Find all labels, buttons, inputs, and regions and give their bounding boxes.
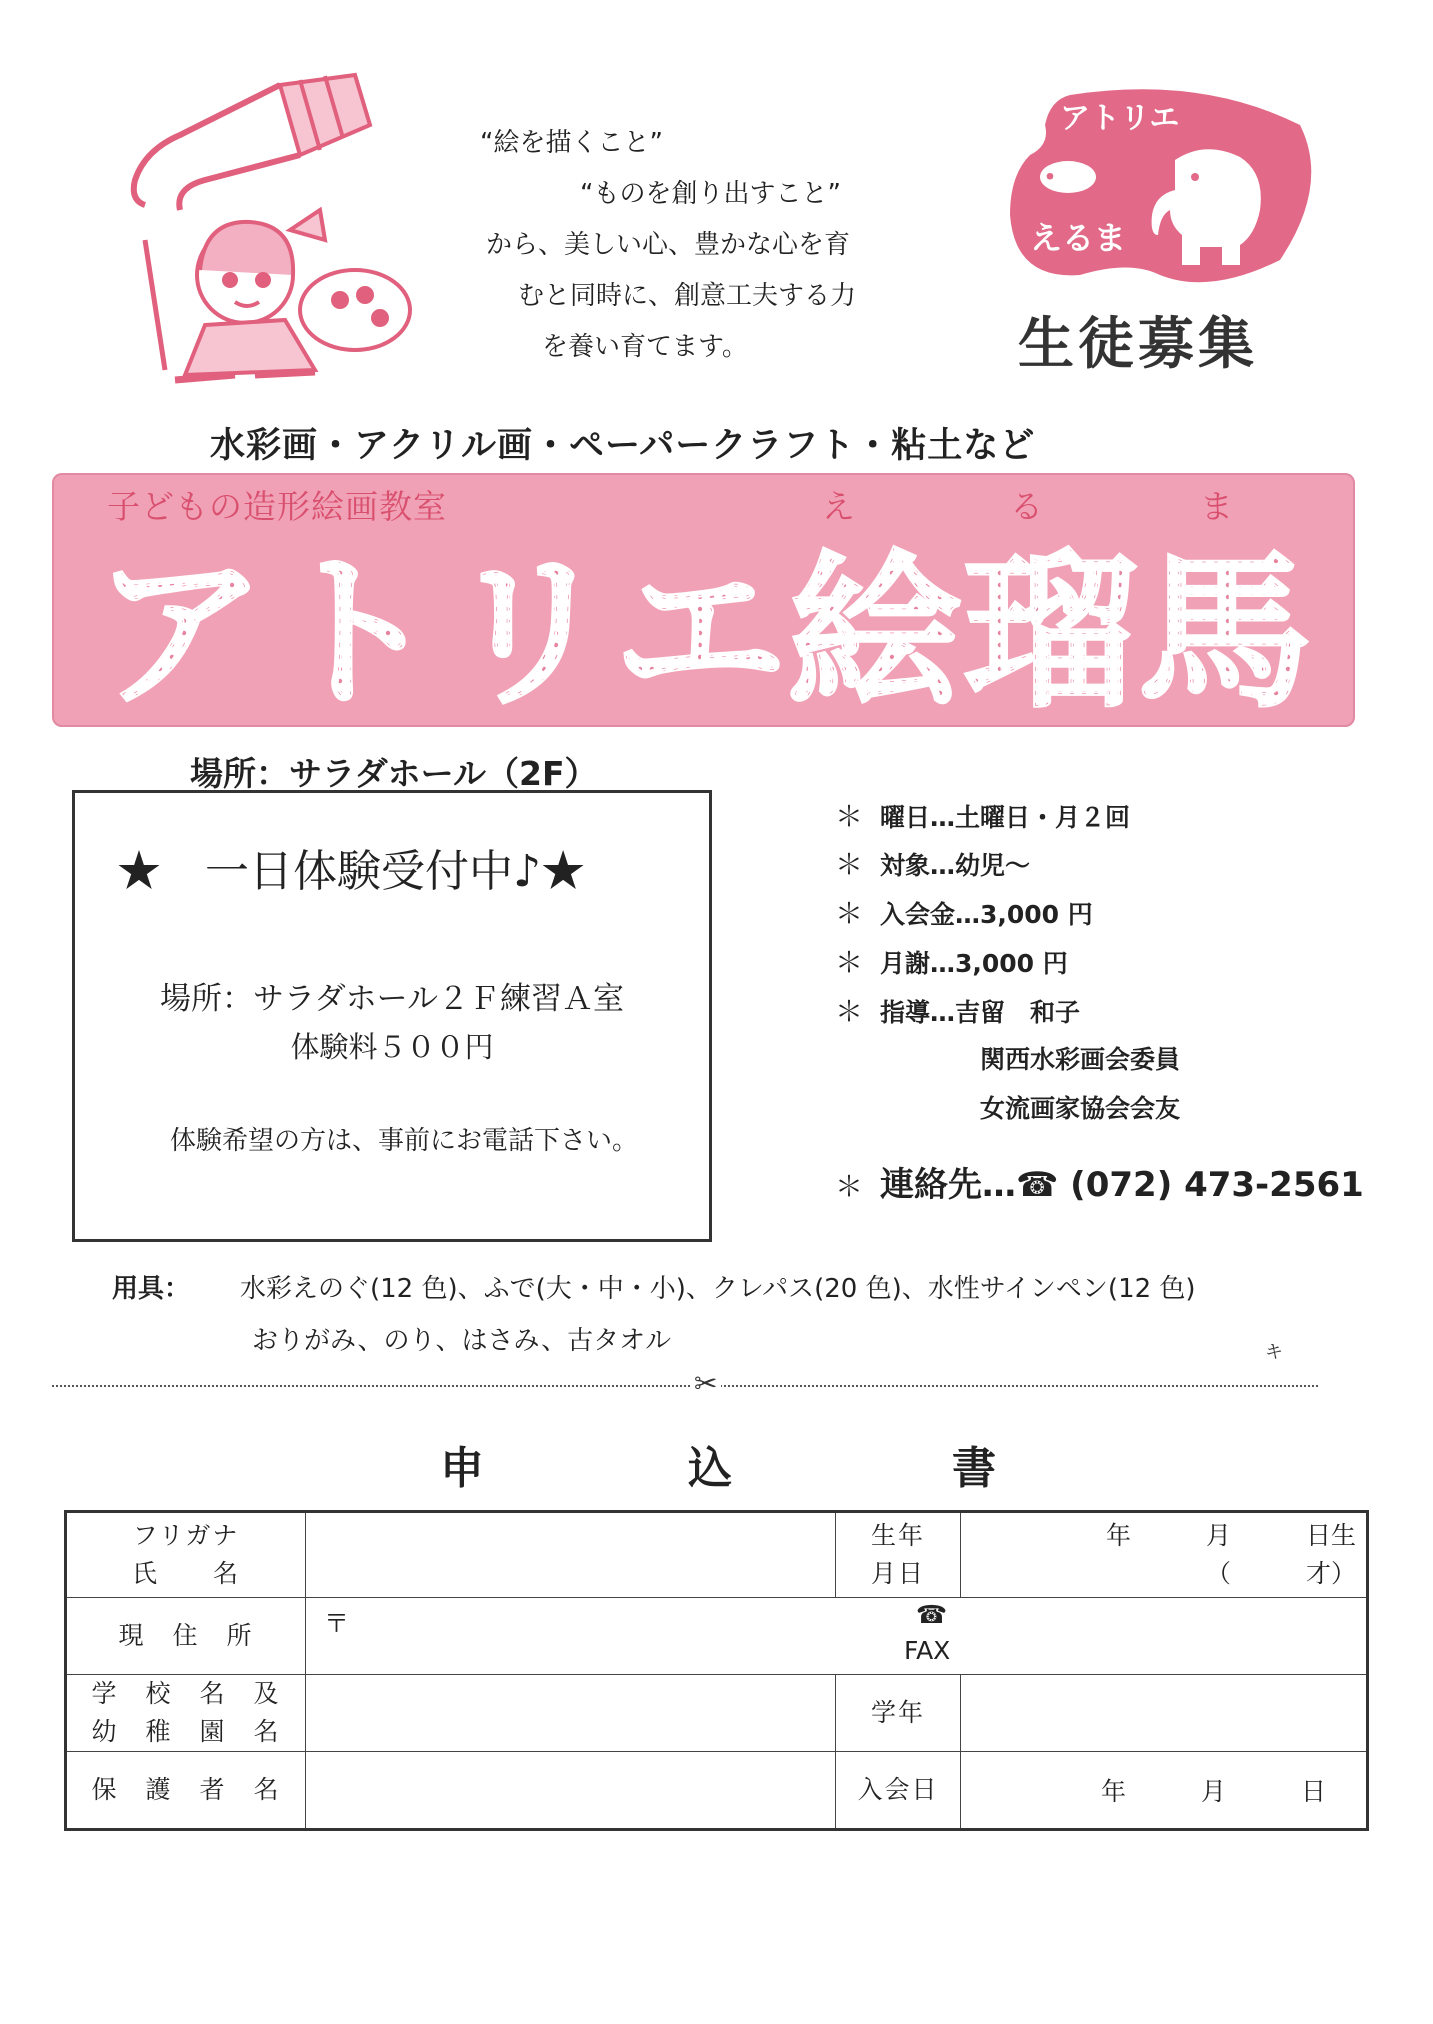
trial-box bbox=[72, 790, 712, 1242]
bullet: ＊ bbox=[835, 897, 864, 930]
join-date-field[interactable]: 年 月 日 bbox=[961, 1752, 1368, 1830]
tagline-line: “ものを創り出すこと” bbox=[580, 179, 841, 209]
atelier-logo bbox=[1010, 85, 1320, 285]
cut-line bbox=[52, 1385, 1318, 1387]
form-title bbox=[0, 1432, 1433, 1492]
contact-row bbox=[835, 1157, 1364, 1206]
banner-ruby: え bbox=[822, 487, 855, 526]
trial-place: 場所：サラダホール２Ｆ練習Ａ室 bbox=[159, 981, 625, 1017]
banner-subtitle: 子どもの造形絵画教室 bbox=[107, 487, 447, 526]
recruit-heading: 生徒募集 bbox=[1018, 312, 1258, 377]
age-field: （ 才） bbox=[1205, 1559, 1356, 1588]
scissors-icon: ✂ bbox=[690, 1367, 721, 1400]
banner-ruby: ま bbox=[1200, 487, 1233, 526]
tagline-line: から、美しい心、豊かな心を育 bbox=[486, 230, 851, 260]
fax-label: FAX bbox=[904, 1636, 951, 1665]
detail-text: 曜日…土曜日・月２回 bbox=[880, 803, 1131, 832]
banner-title: アトリエ絵瑠馬 bbox=[92, 535, 1312, 721]
school-banner bbox=[52, 473, 1355, 727]
detail-text: 月謝…3,000 円 bbox=[880, 949, 1068, 978]
detail-text: 指導…吉留 和子 bbox=[880, 998, 1081, 1027]
address-field[interactable] bbox=[306, 1598, 1368, 1675]
instructor-title: 女流画家協会会友 bbox=[980, 1094, 1181, 1123]
bullet: ＊ bbox=[835, 848, 864, 881]
detail-row bbox=[835, 795, 1130, 835]
banner-title-art bbox=[82, 531, 1322, 721]
logo-dot: ・ bbox=[1035, 161, 1065, 196]
school-label: 幼 稚 園 名 bbox=[91, 1717, 281, 1746]
bullet: ＊ bbox=[835, 1170, 864, 1203]
logo-line-1: アトリエ bbox=[1060, 101, 1180, 136]
form-row-guardian bbox=[66, 1752, 1368, 1830]
furigana-label: フリガナ bbox=[132, 1521, 240, 1550]
detail-row bbox=[835, 843, 1030, 883]
tagline-line: “絵を描くこと” bbox=[480, 128, 663, 158]
birth-ymd: 年 月 日生 bbox=[1105, 1521, 1356, 1550]
postal-mark: 〒 bbox=[324, 1609, 350, 1638]
logo-line-2: えるま bbox=[1030, 219, 1127, 257]
supplies-line: 水彩えのぐ(12 色)、ふで(大・中・小)、クレパス(20 色)、水性サインペン(12 色) bbox=[240, 1274, 1196, 1304]
trial-fee: 体験料５００円 bbox=[290, 1030, 494, 1064]
supplies-label: 用具： bbox=[112, 1274, 191, 1304]
application-form bbox=[64, 1510, 1369, 1831]
phone-icon: ☎ bbox=[916, 1600, 948, 1629]
form-row-school bbox=[66, 1675, 1368, 1752]
birthdate-field[interactable] bbox=[961, 1512, 1368, 1598]
supplies bbox=[112, 1268, 1312, 1368]
bullet: ＊ bbox=[835, 995, 864, 1028]
name-label-cell bbox=[66, 1512, 306, 1598]
tagline bbox=[470, 118, 930, 373]
name-field[interactable] bbox=[306, 1512, 836, 1598]
birth-label: 月日 bbox=[870, 1559, 925, 1588]
birth-label: 生年 bbox=[870, 1521, 925, 1550]
cut-mark: キ bbox=[1265, 1342, 1283, 1363]
banner-ruby: る bbox=[1010, 487, 1043, 526]
grade-field[interactable] bbox=[961, 1675, 1368, 1752]
address-label: 現 住 所 bbox=[66, 1598, 306, 1675]
contact-phone: 連絡先…☎ (072) 473-2561 bbox=[880, 1165, 1364, 1205]
trial-note: 体験希望の方は、事前にお電話下さい。 bbox=[170, 1126, 639, 1156]
form-row-name bbox=[66, 1512, 1368, 1598]
school-field[interactable] bbox=[306, 1675, 836, 1752]
mediums-list: 水彩画・アクリル画・ペーパークラフト・粘土など bbox=[210, 426, 1036, 466]
detail-text: 入会金…3,000 円 bbox=[880, 900, 1093, 929]
trial-heading: ★ 一日体験受付中♪★ bbox=[117, 846, 586, 897]
bullet: ＊ bbox=[835, 800, 864, 833]
join-date-label: 入会日 bbox=[836, 1752, 961, 1830]
detail-row bbox=[835, 941, 1068, 981]
guardian-field[interactable] bbox=[306, 1752, 836, 1830]
tagline-line: むと同時に、創意工夫する力 bbox=[518, 281, 857, 311]
child-painter-illustration bbox=[85, 70, 425, 400]
detail-row bbox=[835, 990, 1080, 1030]
bullet: ＊ bbox=[835, 946, 864, 979]
birth-label-cell bbox=[836, 1512, 961, 1598]
form-title-char: 込 bbox=[688, 1443, 732, 1494]
detail-row bbox=[835, 892, 1093, 932]
venue: 場所：サラダホール（2F） bbox=[190, 754, 598, 793]
instructor-title: 関西水彩画会委員 bbox=[980, 1045, 1181, 1074]
supplies-line: おりがみ、のり、はさみ、古タオル bbox=[252, 1326, 672, 1356]
tagline-line: を養い育てます。 bbox=[542, 332, 748, 362]
grade-label: 学年 bbox=[836, 1675, 961, 1752]
guardian-label: 保 護 者 名 bbox=[66, 1752, 306, 1830]
form-row-address bbox=[66, 1598, 1368, 1675]
detail-text: 対象…幼児～ bbox=[880, 851, 1031, 880]
school-label: 学 校 名 及 bbox=[91, 1679, 281, 1708]
form-title-char: 申 bbox=[440, 1443, 484, 1494]
name-label: 氏 名 bbox=[131, 1559, 240, 1588]
school-label-cell bbox=[66, 1675, 306, 1752]
form-title-char: 書 bbox=[952, 1443, 996, 1494]
